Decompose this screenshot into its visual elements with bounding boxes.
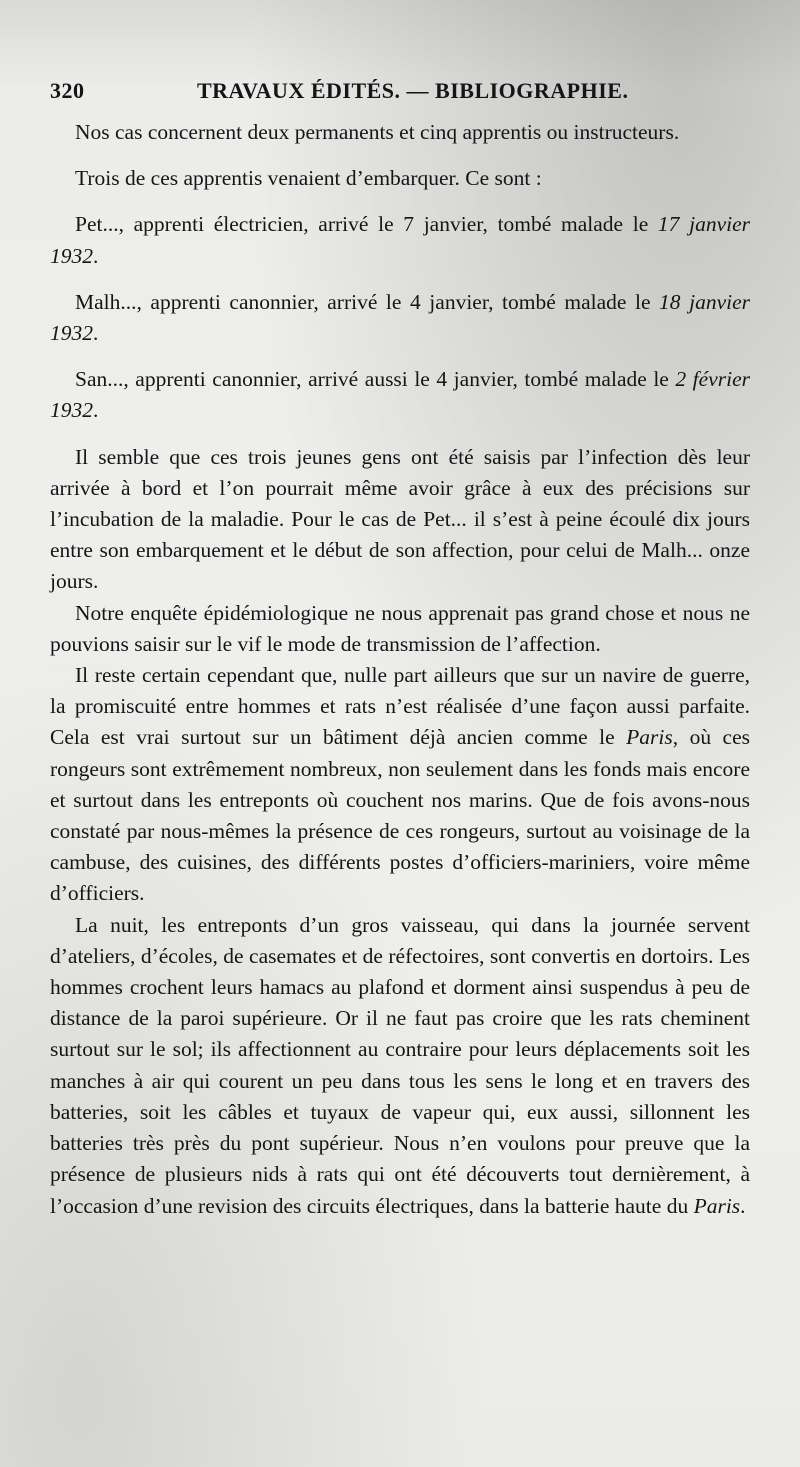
paragraph-5-date: 2 février 1932 [50,367,750,423]
running-title: TRAVAUX ÉDITÉS. — BIBLIOGRAPHIE. [197,78,629,103]
paragraph-6: Il semble que ces trois jeunes gens ont été saisis par l’infection dès leur arrivée à bord et l’on pourrait même avoir grâce à eux des précisions sur l’incubation de la maladie. Pour le cas de Pet... il s’est à peine écoulé dix jours entre son embarquement et le début de son affection, pour celui de Malh... onze jours. [50,444,750,594]
paragraph-5 [50,364,750,426]
page-number: 320 [50,78,85,103]
paragraph-4-end: . [93,321,99,346]
paragraph-8 [50,660,750,910]
paragraph-3-text: Pet..., apprenti électricien, arrivé le 7 janvier, tombé malade le [75,212,658,237]
body-text [50,117,750,1222]
paragraph-3 [50,209,750,271]
page-header [50,78,760,108]
ship-name-paris-2: Paris [693,1193,741,1218]
paragraph-8-after: , où ces rongeurs sont extrêmement nombreux, non seulement dans les fonds mais encore et surtout dans les entreponts où couchent nos marins. Que de fois avons-nous constaté par nous-mêmes la présence de ces rongeurs, surtout au voisinage de la cambuse, des cuisines, des différents postes d’officiers-mariniers, voire même d’officiers. [50,725,751,906]
paragraph-1: Nos cas concernent deux permanents et cinq apprentis ou instructeurs. [75,120,680,144]
paragraph-4 [50,287,750,349]
paragraph-9 [50,910,750,1222]
ship-name-paris: Paris [626,725,673,750]
paragraph-4-date: 18 janvier 1932 [50,289,750,346]
paragraph-5-text: San..., apprenti canonnier, arrivé aussi le 4 janvier, tombé malade le [75,367,676,392]
paragraph-2: Trois de ces apprentis venaient d’embarquer. Ce sont : [75,166,542,191]
paragraph-9-after: . [740,1193,746,1218]
paragraph-7: Notre enquête épidémiologique ne nous apprenait pas grand chose et nous ne pouvions saisir sur le vif le mode de transmission de l’affection. [50,600,750,656]
paragraph-3-date: 17 janvier 1932 [50,212,750,268]
paragraph-8-before: Il reste certain cependant que, nulle part ailleurs que sur un navire de guerre, la promiscuité entre hommes et rats n’est réalisée d’une façon aussi parfaite. Cela est vrai surtout sur un bâtiment déjà ancien comme le [50,663,750,750]
paragraph-9-before: La nuit, les entreponts d’un gros vaisseau, qui dans la journée servent d’ateliers, d’écoles, de casemates et de réfectoires, sont convertis en dortoirs. Les hommes crochent leurs hamacs au plafond et dorment ainsi suspendus à peu de distance de la paroi supérieure. Or il ne faut pas croire que les rats cheminent surtout sur le sol; ils affectionnent au contraire pour leurs déplacements soit les manches à air qui courent un peu dans tous les sens le long et en travers des batteries, soit les câbles et tuyaux de vapeur qui, eux aussi, sillonnent les batteries très près du pont supérieur. Nous n’en voulons pour preuve que la présence de plusieurs nids à rats qui ont été découverts tout dernièrement, à l’occasion d’une revision des circuits électriques, dans la batterie haute du [50,912,750,1218]
paragraph-3-end: . [93,243,99,268]
paragraph-4-text: Malh..., apprenti canonnier, arrivé le 4 janvier, tombé malade le [75,289,660,314]
paragraph-5-end: . [93,398,99,423]
